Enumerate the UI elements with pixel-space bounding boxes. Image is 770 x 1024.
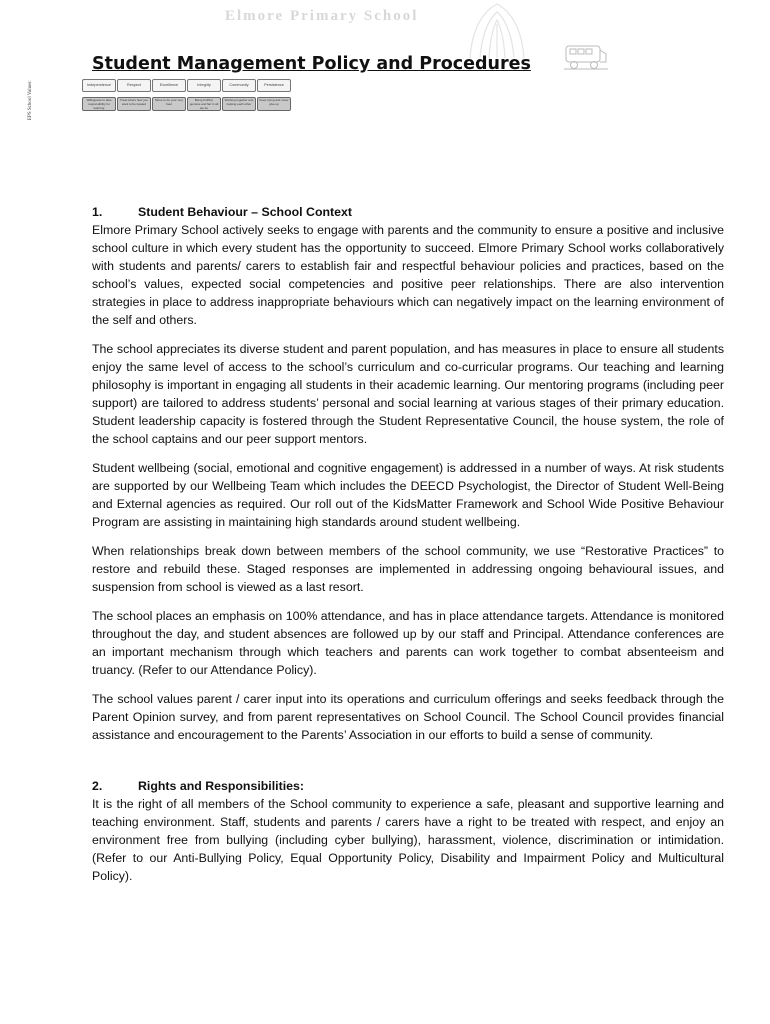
paragraph: The school appreciates its diverse student and parent population, and has measures in place to ensure all students enjoy the same level of access to the school’s curriculum and co-curricular programs. Our teaching and learning philosophy is important in engaging all students in their academic learning. Our mentoring programs (including peer support) are tailored to address students’ personal and social learning at various stages of their primary education. Student leadership capacity is fostered through the Student Representative Council, the house system, the role of the school captains and our peer support mentors. (92, 342, 724, 446)
value-box (152, 79, 186, 111)
page-title: Student Management Policy and Procedures (92, 54, 531, 74)
value-description: Keep trying and never give up (257, 97, 291, 111)
section-title: Rights and Responsibilities: (138, 779, 304, 793)
school-values-diagram (82, 79, 292, 115)
section-title: Student Behaviour – School Context (138, 205, 352, 219)
faded-school-title: Elmore Primary School (225, 8, 419, 24)
paragraph: The school places an emphasis on 100% attendance, and has in place attendance targets. Attendance is monitored throughout the day, and student absences are followed up by our staff and Principal. Attendance conferences are an important mechanism through which teachers and parents can work together to combat absenteeism and truancy. (Refer to our Attendance Policy). (92, 609, 724, 677)
value-description: Treat others how you want to be treated (117, 97, 151, 111)
value-name: Community (222, 79, 256, 92)
value-box (187, 79, 221, 111)
value-box (117, 79, 151, 111)
value-box (222, 79, 256, 111)
value-description: Being truthful, genuine and fair in all we do (187, 97, 221, 111)
paragraph: The school values parent / carer input into its operations and curriculum offerings and seeks feedback through the Parent Opinion survey, and from parent representatives on School Council. The School Council provides financial assistance and encouragement to the Parents’ Association in our efforts to build a sense of community. (92, 692, 724, 742)
section-heading (92, 203, 724, 221)
value-name: Respect (117, 79, 151, 92)
paragraph: Elmore Primary School actively seeks to engage with parents and the community to ensure a positive and inclusive school culture in which every student has the opportunity to succeed. Elmore Primary School works collaboratively with students and parents/ carers to establish fair and respectful behaviour policies and practices, based on the school’s values, expected social competencies and positive peer relationships. There are also intervention strategies in place to address inappropriate behaviours which can negatively impact on the learning environment of the self and others. (92, 223, 724, 327)
school-emblem-watermark (462, 0, 532, 58)
paragraph: It is the right of all members of the School community to experience a safe, pleasant and supportive learning and teaching environment. Staff, students and parents / carers have a right to be treated with respect, and enjoy an environment free from bullying (including cyber bullying), harassment, violence, discrimination or intimidation. (Refer to our Anti-Bullying Policy, Equal Opportunity Policy, Disability and Impairment Policy and Multicultural Policy). (92, 797, 724, 883)
value-name: Persistence (257, 79, 291, 92)
value-description: Strive to do your very best (152, 97, 186, 111)
school-values-side-label: EPS School Values: (28, 80, 33, 120)
section-number: 1. (92, 205, 103, 219)
section-heading (92, 777, 724, 795)
value-box (82, 79, 116, 111)
value-name: Excellence (152, 79, 186, 92)
value-description: Working together and helping each other (222, 97, 256, 111)
value-box (257, 79, 291, 111)
section-number: 2. (92, 779, 103, 793)
value-name: Integrity (187, 79, 221, 92)
value-name: Independence (82, 79, 116, 92)
value-description: Willingness to take responsibility for learning (82, 97, 116, 111)
school-bus-logo (560, 38, 610, 72)
document-body (92, 203, 724, 896)
paragraph: Student wellbeing (social, emotional and cognitive engagement) is addressed in a number of ways. At risk students are supported by our Wellbeing Team which includes the DEECD Psychologist, the Director of Student Well-Being and External agencies as required. Our roll out of the KidsMatter Framework and School Wide Positive Behaviour Program are assisting in maintaining high standards around student wellbeing. (92, 461, 724, 529)
paragraph: When relationships break down between members of the school community, we use “Restorative Practices” to restore and rebuild these. Staged responses are implemented in addressing ongoing behavioural issues, and suspension from school is viewed as a last resort. (92, 544, 724, 594)
